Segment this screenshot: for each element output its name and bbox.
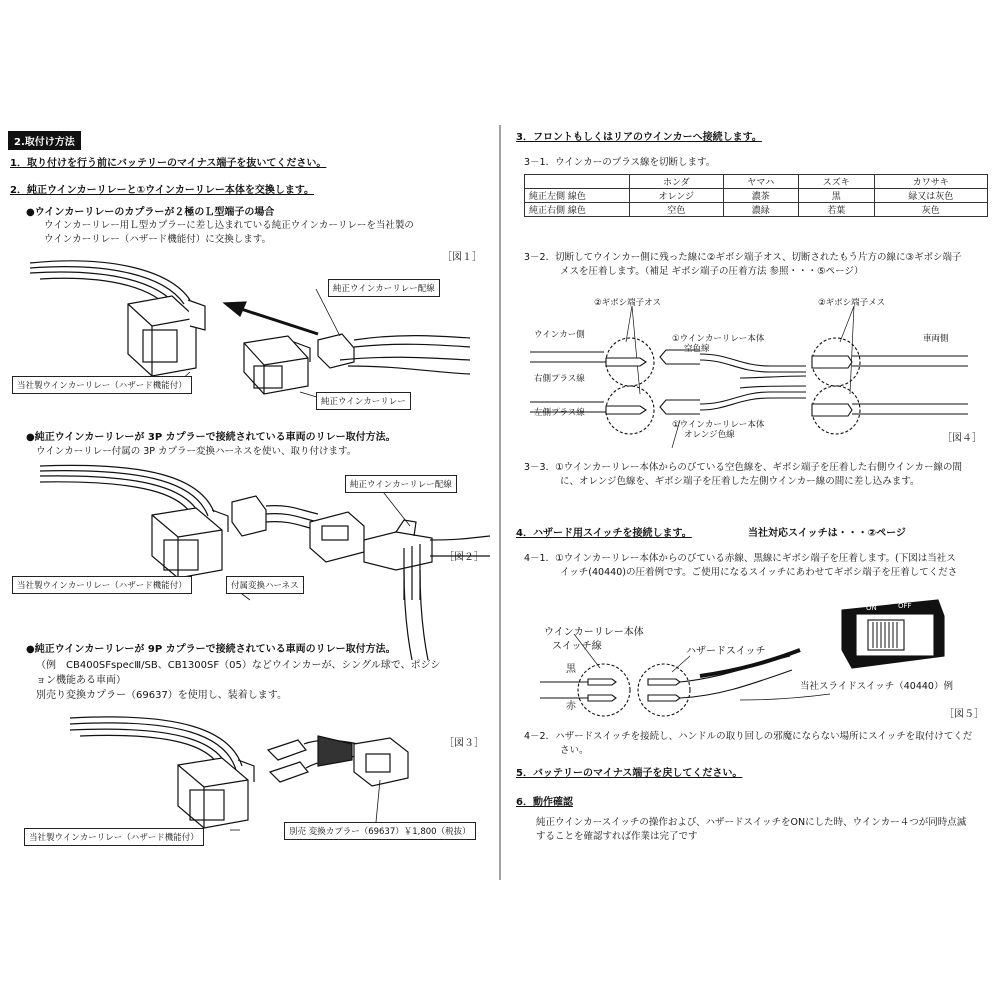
step-6-line2: することを確認すれば作業は完了です (536, 831, 698, 842)
step-4-2-line1: 4－2．ハザードスイッチを接続し、ハンドルの取り回しの邪魔にならない場所にスイッチを取付けてくだ (524, 731, 973, 742)
case3-line1: （例 CB400SFspecⅢ/SB、CB1300SF（05）などウインカーが、シングル球で、ポジシ (36, 660, 441, 671)
step-3-3-line1: 3－3．①ウインカーリレー本体からのびている空色線を、ギボシ端子を圧着した右側ウインカー線の間 (524, 462, 963, 473)
table-cell: 若葉 (798, 203, 874, 217)
fig4-label: ［図４］ (942, 433, 982, 444)
fig4-right-plus: 右側プラス線 (534, 374, 585, 384)
step-3: 3．フロントもしくはリアのウインカーへ接続します。 (516, 132, 762, 143)
table-cell: 濃緑 (723, 203, 798, 217)
fig4-relay-sky-label: ①ウインカーリレー本体 (672, 334, 765, 344)
step-3-2-line1: 3－2．切断してウインカー側に残った線に②ギボシ端子オス、切断されたもう片方の線に③ギボシ端子 (524, 252, 962, 263)
step-4-2-line2: さい。 (560, 745, 589, 756)
fig2-harness-box: 付属変換ハーネス (226, 576, 304, 594)
switch-off-label: OFF (898, 602, 912, 610)
step-4: 4．ハザード用スイッチを接続します。 (516, 528, 692, 539)
table-cell: 黒 (798, 189, 874, 203)
fig2-label: ［図２］ (444, 552, 484, 563)
fig3-label: ［図３］ (444, 738, 484, 749)
fig1-label: ［図１］ (442, 252, 482, 263)
case3-line3: 別売り変換カプラー（69637）を使用し、装着します。 (36, 690, 288, 701)
step-3-3-line2: に、オレンジ色線を、ギボシ端子を圧着した左側ウインカー線の間に差し込みます。 (560, 476, 920, 487)
fig4-relay-orange-label: ①ウインカーリレー本体 (672, 420, 765, 430)
case1-line2: ウインカーリレー（ハザード機能付）に交換します。 (44, 234, 271, 245)
step-5: 5．バッテリーのマイナス端子を戻してください。 (516, 768, 743, 779)
fig4-vehicle-side: 車両側 (923, 334, 949, 344)
step-3-2-line2: メスを圧着します。（補足 ギボシ端子の圧着方法 参照・・・⑤ページ） (560, 266, 864, 277)
table-cell: 緑又は灰色 (874, 189, 987, 203)
step-4-note: 当社対応スイッチは・・・②ページ (748, 528, 906, 539)
fig5-red-label: 赤 (566, 701, 576, 712)
table-cell: オレンジ (630, 189, 724, 203)
fig1-our-relay-box: 当社製ウインカーリレー（ハザード機能付） (12, 376, 192, 394)
fig2-our-relay-box: 当社製ウインカーリレー（ハザード機能付） (12, 576, 192, 594)
fig4-relay-sky-label2: 空色線 (684, 344, 710, 354)
step-3-1: 3－1．ウインカーのプラス線を切断します。 (524, 157, 716, 168)
table-header-cell: ホンダ (630, 175, 724, 189)
case1-line1: ウインカーリレー用Ｌ型カプラーに差し込まれている純正ウインカーリレーを当社製の (44, 220, 414, 231)
fig3-coupler-box: 別売 変換カプラー（69637）￥1,800（税抜） (284, 822, 476, 840)
table-header-cell: ヤマハ (723, 175, 798, 189)
fig4-left-plus: 左側プラス線 (534, 408, 585, 418)
case2-line1: ウインカーリレー付属の 3P カプラー変換ハーネスを使い、取り付けます。 (36, 446, 357, 457)
step-1: 1．取り付けを行う前にバッテリーのマイナス端子を抜いてください。 (10, 158, 327, 169)
case1-title: ●ウインカーリレーのカプラーが２極のＬ型端子の場合 (26, 207, 275, 218)
table-header-cell: カワサキ (874, 175, 987, 189)
fig5-relay-wire-label2: スイッチ線 (552, 641, 602, 652)
fig4-female-label: ②ギボシ端子メス (818, 298, 886, 308)
fig5-hazard-label: ハザードスイッチ (686, 646, 766, 657)
fig5-label: ［図５］ (944, 709, 984, 720)
case3-line2: ョン機能ある車両） (36, 675, 126, 686)
step-6-line1: 純正ウインカースイッチの操作および、ハザードスイッチをONにした時、ウインカー４つが同時点滅 (536, 817, 967, 828)
fig2-oem-wire-box: 純正ウインカーリレー配線 (345, 475, 457, 493)
fig5-black-label: 黒 (566, 664, 576, 675)
section-header: 2.取付け方法 (8, 131, 81, 150)
table-header-cell: スズキ (798, 175, 874, 189)
fig5-relay-wire-label1: ウインカーリレー本体 (544, 627, 644, 638)
table-cell: 純正左側 線色 (525, 189, 630, 203)
step-6: 6．動作確認 (516, 797, 573, 808)
fig4-winker-side: ウインカー側 (534, 330, 585, 340)
switch-on-label: ON (866, 604, 877, 612)
table-cell: 空色 (630, 203, 724, 217)
fig1-oem-relay-box: 純正ウインカーリレー (316, 392, 411, 410)
table-cell: 灰色 (874, 203, 987, 217)
fig4-relay-orange-label2: オレンジ色線 (684, 430, 735, 440)
fig1-oem-wire-box: 純正ウインカーリレー配線 (328, 279, 440, 297)
case2-title: ●純正ウインカーリレーが 3P カプラーで接続されている車両のリレー取付方法。 (26, 432, 396, 443)
fig4-male-label: ②ギボシ端子オス (594, 298, 662, 308)
table-cell: 濃茶 (723, 189, 798, 203)
step-2: 2．純正ウインカーリレーと①ウインカーリレー本体を交換します。 (10, 185, 315, 196)
step-4-1-line2: イッチ(40440)の圧着例です。ご使用になるスイッチにあわせてギボシ端子を圧着してくださ (560, 567, 958, 578)
fig5-slide-switch-label: 当社スライドスイッチ（40440）例 (800, 681, 953, 692)
step-4-1-line1: 4－1．①ウインカーリレー本体からのびている赤線、黒線にギボシ端子を圧着します。(下図は当社ス (524, 553, 956, 564)
fig3-our-relay-box: 当社製ウインカーリレー（ハザード機能付） (24, 828, 204, 846)
case3-title: ●純正ウインカーリレーが 9P カプラーで接続されている車両のリレー取付方法。 (26, 644, 396, 655)
table-cell: 純正右側 線色 (525, 203, 630, 217)
